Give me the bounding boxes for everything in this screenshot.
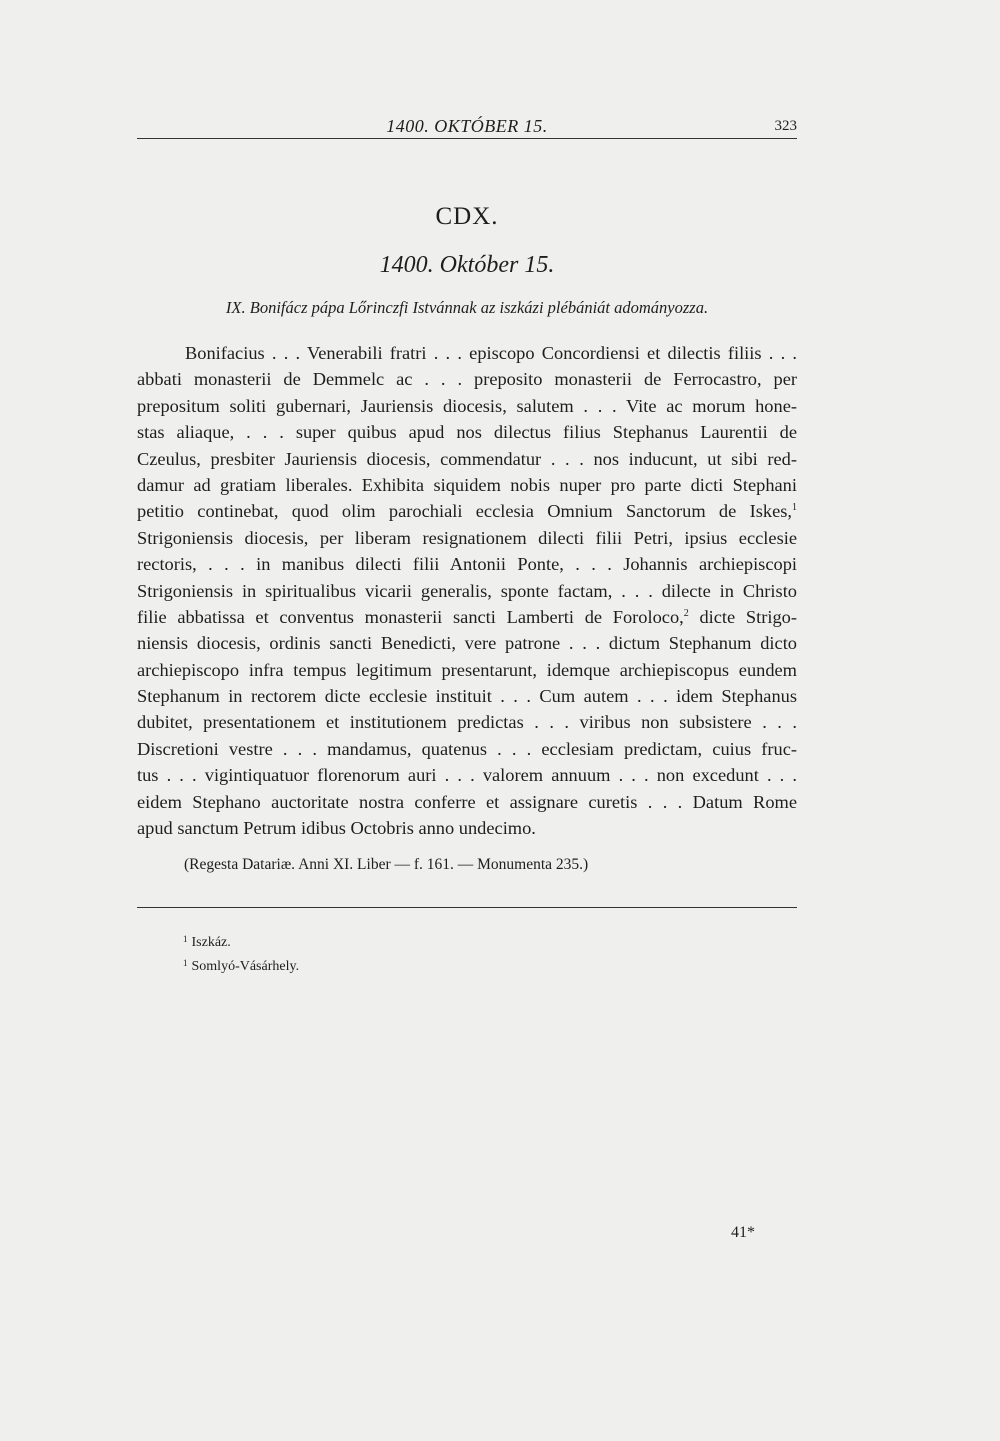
body-line	[137, 498, 797, 524]
footnote-ref: 2	[683, 607, 689, 619]
body-line: Strigoniensis in spiritualibus vicarii generalis, sponte factam, . . . dilecte in Christo	[137, 580, 797, 601]
body-line-text: petitio continebat, quod olim parochiali ecclesia Omnium Sanctorum de Iskes,	[137, 501, 792, 522]
body-line: Bonifacius . . . Venerabili fratri . . . episcopo Concordiensi et dilectis filiis . . .	[185, 343, 797, 363]
footnote-text: Iszkáz.	[191, 935, 231, 950]
body-line: apud sanctum Petrum idibus Octobris anno undecimo.	[137, 818, 536, 839]
body-line: stas aliaque, . . . super quibus apud nos dilectus filius Stephanus Laurentii de	[137, 422, 797, 443]
page-number: 323	[774, 118, 797, 134]
document-date: 1400. Október 15.	[379, 252, 555, 278]
body-line: niensis diocesis, ordinis sancti Benedicti, vere patrone . . . dictum Stephanum dicto	[137, 633, 797, 654]
footnote	[183, 953, 299, 977]
footnotes	[183, 929, 299, 977]
body-line: Strigoniensis diocesis, per liberam resignationem dilecti filii Petri, ipsius ecclesie	[137, 527, 797, 548]
footnote-divider	[137, 907, 797, 908]
signature-mark: 41*	[731, 1224, 755, 1241]
document-body	[137, 340, 797, 841]
footnote-text: Somlyó-Vásárhely.	[191, 959, 300, 974]
body-line: eidem Stephano auctoritate nostra conferre et assignare curetis . . . Datum Rome	[137, 791, 797, 812]
body-line: Stephanum in rectorem dicte ecclesie instituit . . . Cum autem . . . idem Stephanus	[137, 686, 797, 707]
body-line: damur ad gratiam liberales. Exhibita siquidem nobis nuper pro parte dicti Stephani	[137, 474, 797, 495]
body-line: abbati monasterii de Demmelc ac . . . preposito monasterii de Ferrocastro, per	[137, 369, 797, 390]
body-line: tus . . . vigintiquatuor florenorum auri . . . valorem annuum . . . non excedunt . . .	[137, 765, 797, 786]
footnote-ref: 1	[792, 502, 797, 514]
footnote-mark: 1	[183, 958, 188, 968]
body-line: Czeulus, presbiter Jauriensis diocesis, commendatur . . . nos inducunt, ut sibi red-	[137, 448, 797, 469]
body-line: dubitet, presentationem et institutionem predictas . . . viribus non subsistere . . .	[137, 712, 797, 733]
body-line: rectoris, . . . in manibus dilecti filii Antonii Ponte, . . . Johannis archiepiscopi	[137, 554, 797, 575]
running-head-title: 1400. OKTÓBER 15.	[386, 116, 548, 136]
document-number: CDX.	[435, 203, 499, 230]
footnote-mark: 1	[183, 934, 188, 944]
body-line: Discretioni vestre . . . mandamus, quatenus . . . ecclesiam predictam, cuius fruc-	[137, 738, 797, 759]
source-citation: (Regesta Datariæ. Anni XI. Liber — f. 161. — Monumenta 235.)	[184, 856, 589, 873]
body-line-text: dicte Strigo-	[688, 606, 797, 627]
footnote	[183, 929, 299, 953]
body-line-text: filie abbatissa et conventus monasterii sancti Lamberti de Foroloco,	[137, 606, 684, 627]
body-line: archiepiscopo infra tempus legitimum presentarunt, idemque archiepiscopus eundem	[137, 659, 797, 680]
body-line	[137, 604, 797, 630]
body-line: prepositum soliti gubernari, Jauriensis diocesis, salutem . . . Vite ac morum hone-	[137, 395, 797, 416]
running-head	[137, 114, 797, 139]
document-summary: IX. Bonifácz pápa Lőrinczfi Istvánnak az iszkázi plébániát adományozza.	[225, 298, 709, 317]
